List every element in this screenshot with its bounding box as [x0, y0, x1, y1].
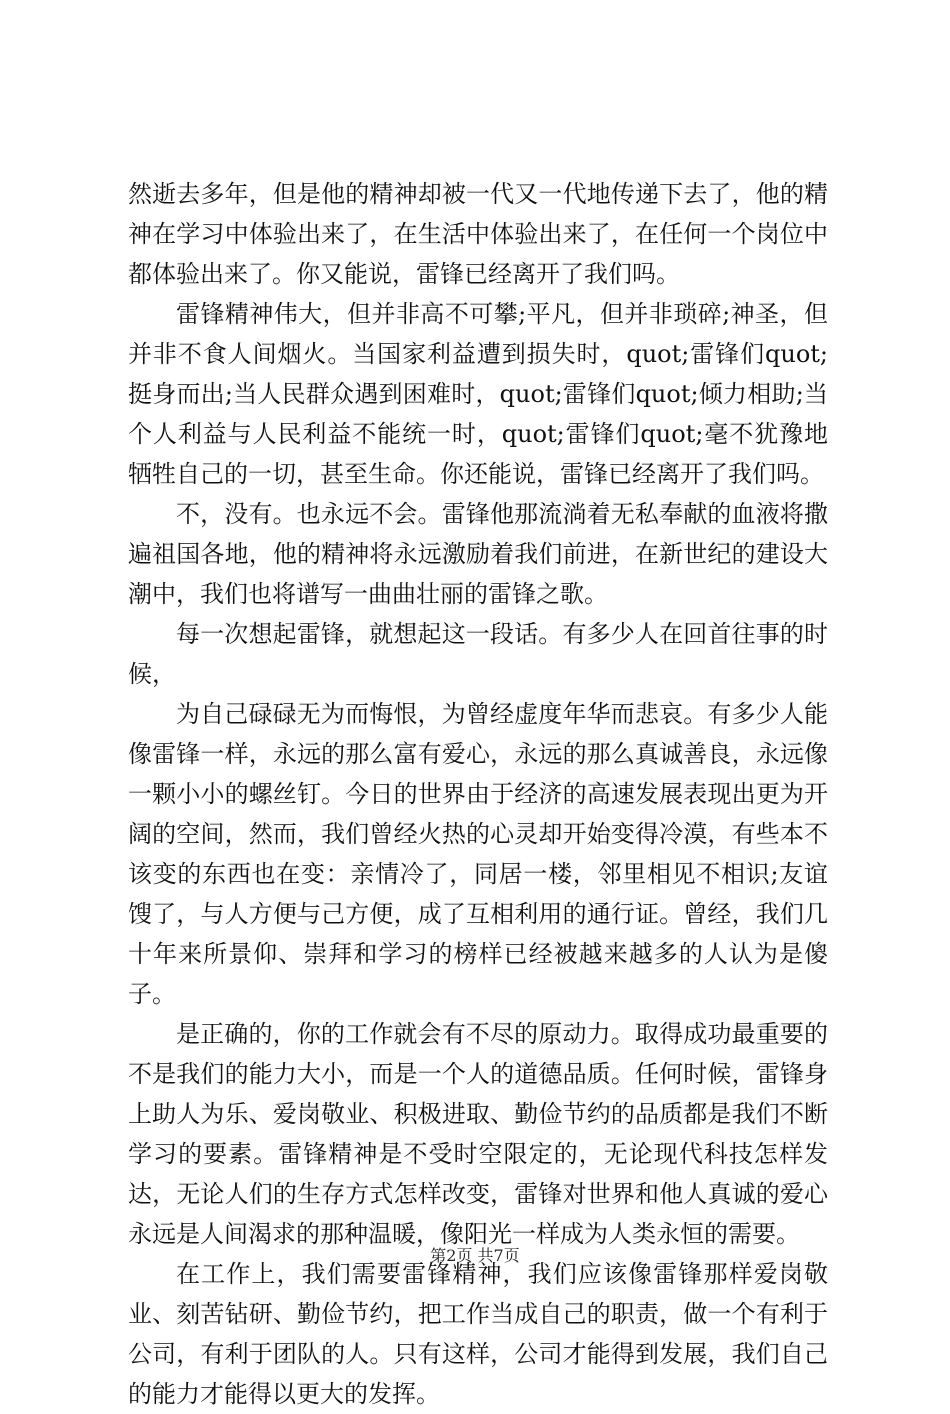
paragraph-1: 然逝去多年，但是他的精神却被一代又一代地传递下去了，他的精神在学习中体验出来了，在生活中体验出来了，在任何一个岗位中都体验出来了。你又能说，雷锋已经离开了我们吗。	[128, 180, 828, 288]
paragraph-7: 在工作上，我们需要雷锋精神，我们应该像雷锋那样爱岗敬业、刻苦钻研、勤俭节约，把工作当成自己的职责，做一个有利于公司，有利于团队的人。只有这样，公司才能得到发展，我们自己的能力才能得以更大的发挥。	[128, 1260, 828, 1408]
paragraph-4: 每一次想起雷锋，就想起这一段话。有多少人在回首往事的时候，	[128, 620, 828, 688]
page-footer: 第2页 共7页	[430, 1246, 520, 1265]
paragraph-2: 雷锋精神伟大，但并非高不可攀;平凡，但并非琐碎;神圣，但并非不食人间烟火。当国家利益遭到损失时，quot;雷锋们quot;挺身而出;当人民群众遇到困难时，quot;雷锋们quot;倾力相助;当个人利益与人民利益不能统一时，quot;雷锋们quot;毫不犹豫地牺牲自己的一切，甚至生命。你还能说，雷锋已经离开了我们吗。	[128, 300, 828, 488]
paragraph-5: 为自己碌碌无为而悔恨，为曾经虚度年华而悲哀。有多少人能像雷锋一样，永远的那么富有爱心，永远的那么真诚善良，永远像一颗小小的螺丝钉。今日的世界由于经济的高速发展表现出更为开阔的空间，然而，我们曾经火热的心灵却开始变得冷漠，有些本不该变的东西也在变：亲情冷了，同居一楼，邻里相见不相识;友谊馊了，与人方便与己方便，成了互相利用的通行证。曾经，我们几十年来所景仰、崇拜和学习的榜样已经被越来越多的人认为是傻子。	[128, 700, 828, 1008]
paragraph-6: 是正确的，你的工作就会有不尽的原动力。取得成功最重要的不是我们的能力大小，而是一个人的道德品质。任何时候，雷锋身上助人为乐、爱岗敬业、积极进取、勤俭节约的品质都是我们不断学习的要素。雷锋精神是不受时空限定的，无论现代科技怎样发达，无论人们的生存方式怎样改变，雷锋对世界和他人真诚的爱心永远是人间渴求的那种温暖，像阳光一样成为人类永恒的需要。	[128, 1020, 828, 1248]
paragraph-3: 不，没有。也永远不会。雷锋他那流淌着无私奉献的血液将撒遍祖国各地，他的精神将永远激励着我们前进，在新世纪的建设大潮中，我们也将谱写一曲曲壮丽的雷锋之歌。	[128, 500, 828, 608]
document-body	[128, 174, 828, 1414]
